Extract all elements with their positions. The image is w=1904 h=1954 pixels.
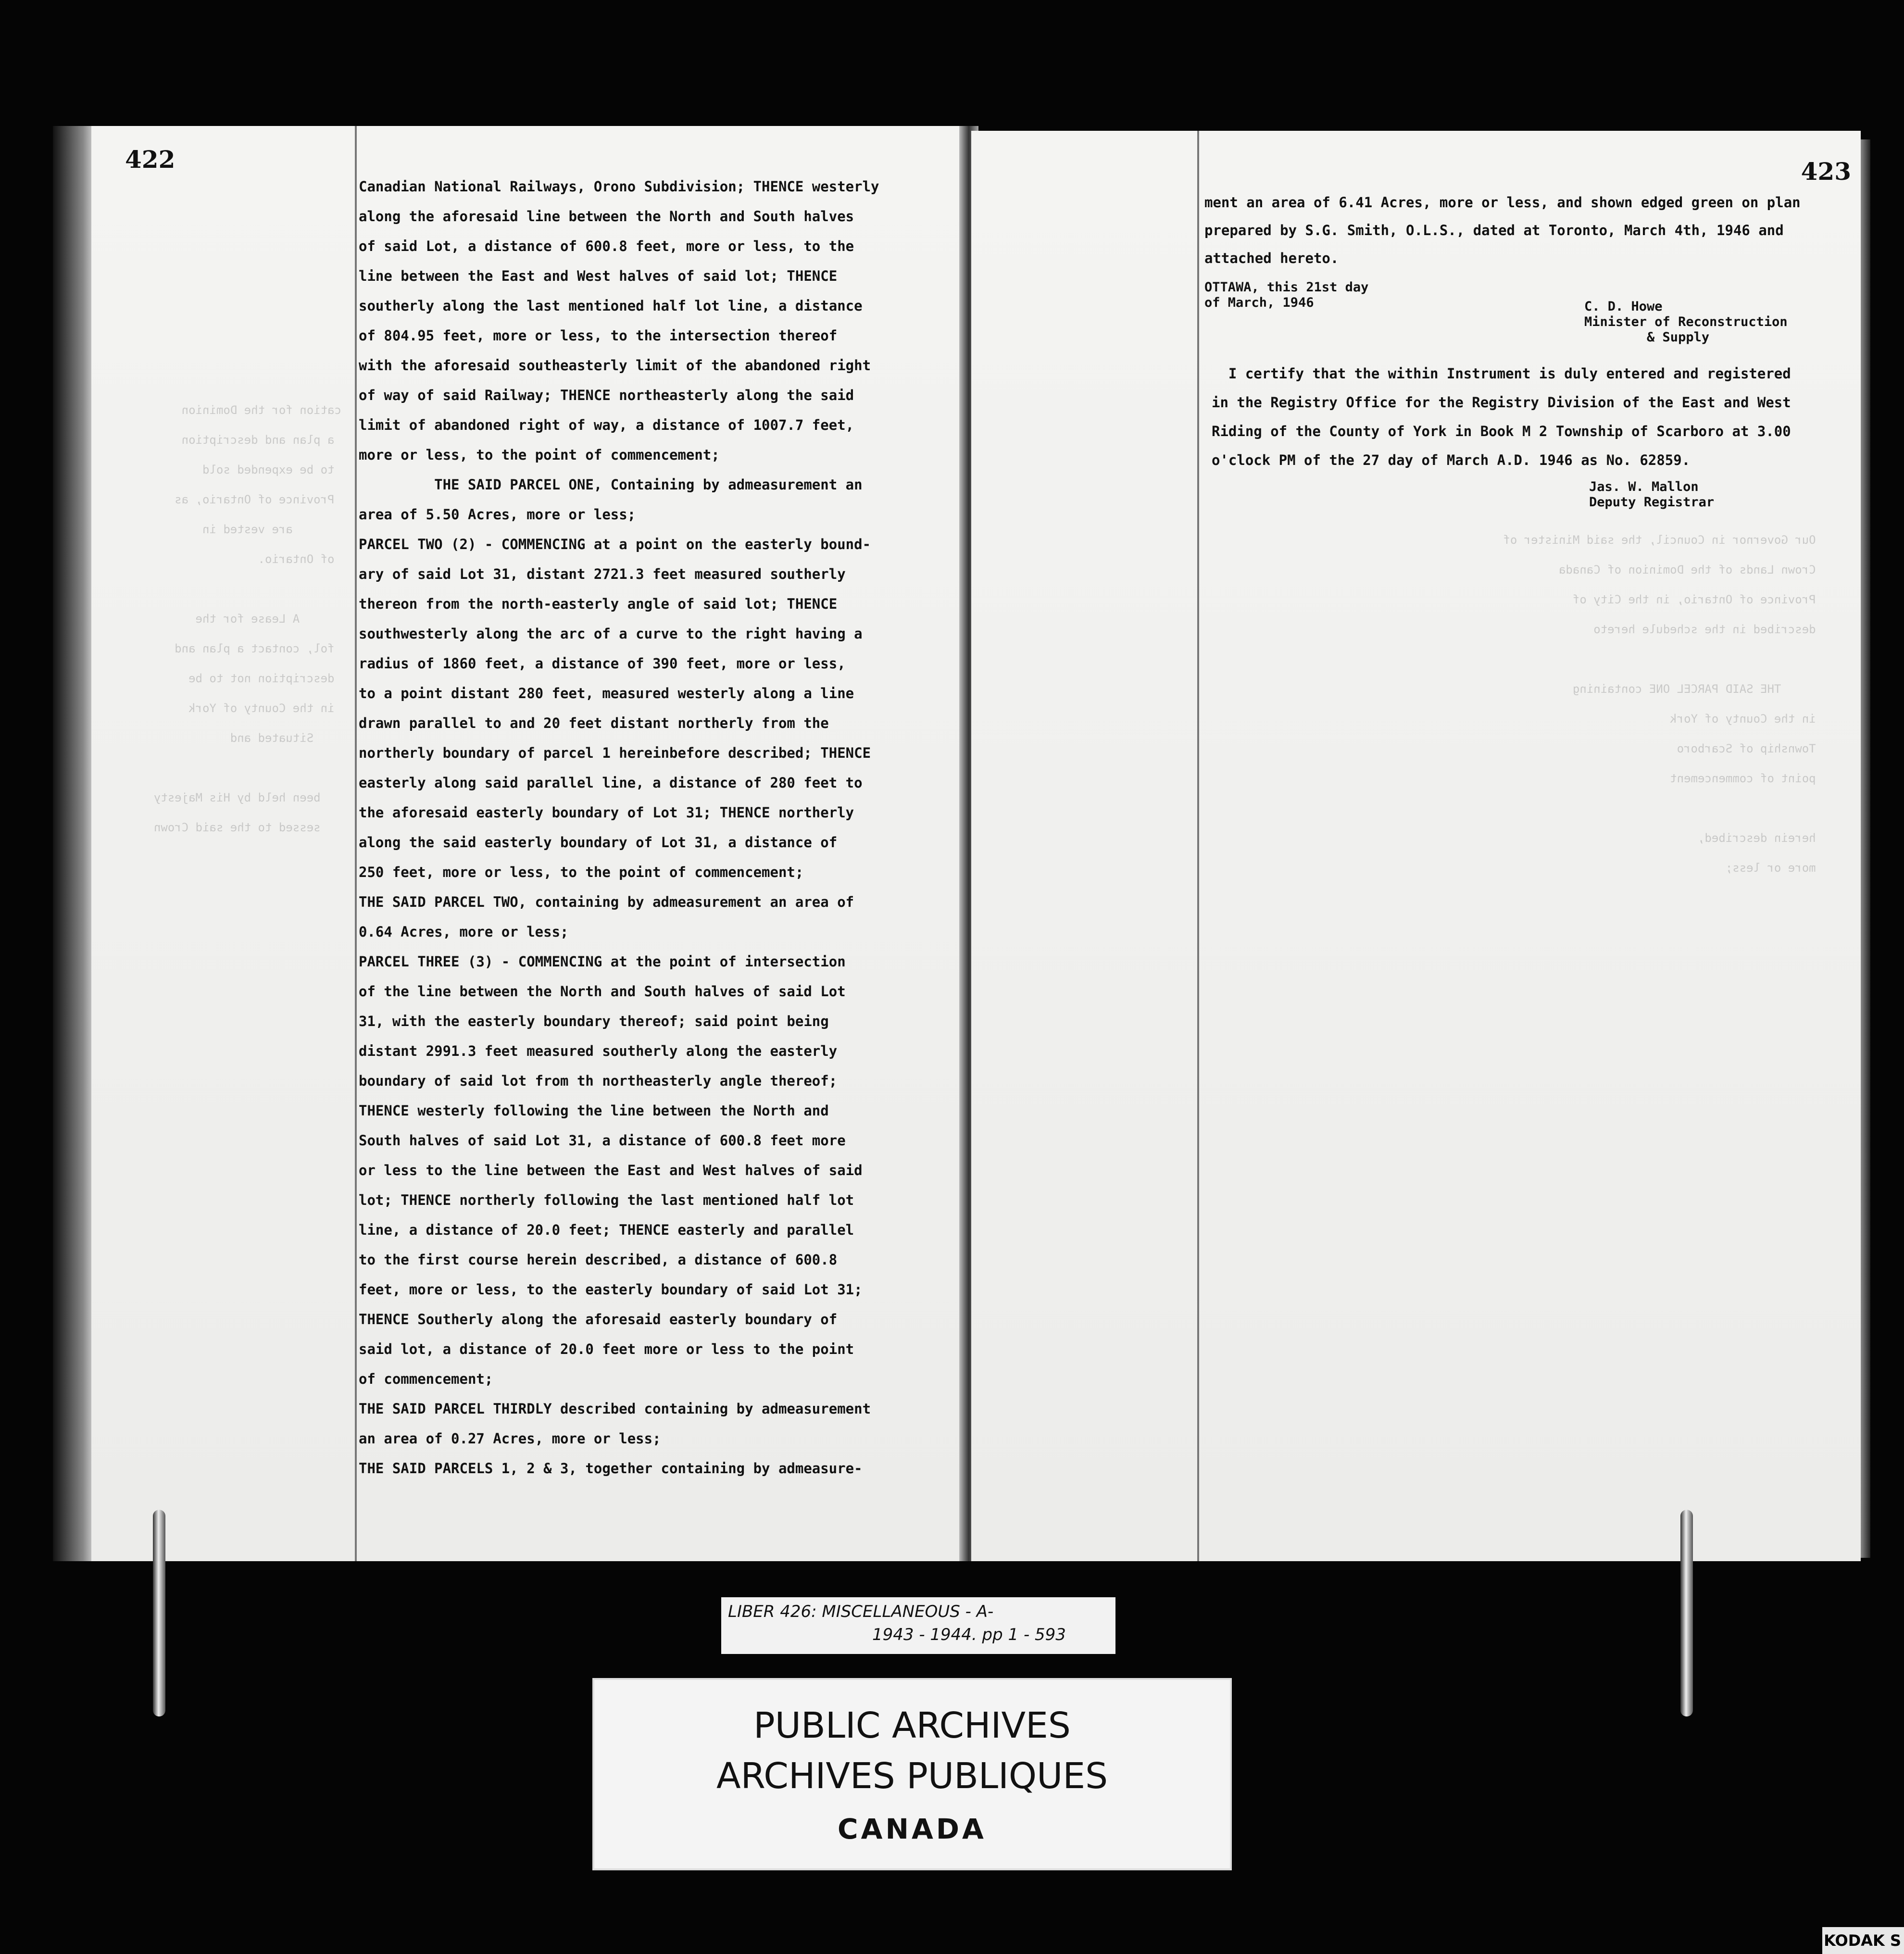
text-line: to the first course herein described, a distance of 600.8 bbox=[359, 1252, 838, 1268]
left-page-body bbox=[359, 172, 879, 1483]
text-line: 31, with the easterly boundary thereof; said point being bbox=[359, 1013, 829, 1029]
text-line: lot; THENCE northerly following the last mentioned half lot bbox=[359, 1192, 854, 1208]
text-line: line, a distance of 20.0 feet; THENCE easterly and parallel bbox=[359, 1222, 854, 1238]
right-margin-rule bbox=[1197, 131, 1199, 1561]
text-line: thereon from the north-easterly angle of said lot; THENCE bbox=[359, 596, 838, 612]
text-line: THE SAID PARCEL ONE, Containing by admeasurement an bbox=[359, 476, 863, 493]
left-page bbox=[91, 126, 966, 1561]
book-clip-right bbox=[1680, 1510, 1693, 1716]
text-line: 250 feet, more or less, to the point of commencement; bbox=[359, 864, 804, 880]
text-line: along the aforesaid line between the North and South halves bbox=[359, 208, 854, 225]
text-line: ary of said Lot 31, distant 2721.3 feet measured southerly bbox=[359, 566, 846, 582]
signatory: C. D. Howe Minister of Reconstruction & Supply bbox=[1584, 299, 1788, 345]
text-line: or less to the line between the East and West halves of said bbox=[359, 1162, 863, 1178]
text-line: radius of 1860 feet, a distance of 390 feet, more or less, bbox=[359, 655, 846, 672]
text-line: THE SAID PARCEL TWO, containing by admeasurement an area of bbox=[359, 894, 854, 910]
text-line: feet, more or less, to the easterly boundary of said Lot 31; bbox=[359, 1281, 863, 1298]
text-line: along the said easterly boundary of Lot 31, a distance of bbox=[359, 834, 838, 851]
text-line: THENCE westerly following the line between the North and bbox=[359, 1102, 829, 1119]
text-line: of said Lot, a distance of 600.8 feet, more or less, to the bbox=[359, 238, 854, 254]
registrar-signature: Jas. W. Mallon Deputy Registrar bbox=[1589, 479, 1715, 510]
text-line: with the aforesaid southeasterly limit of the abandoned right bbox=[359, 357, 871, 374]
place-date: OTTAWA, this 21st day of March, 1946 bbox=[1204, 280, 1369, 310]
film-edge-marking: KODAK S bbox=[1822, 1927, 1904, 1954]
text-line: of 804.95 feet, more or less, to the intersection thereof bbox=[359, 327, 838, 344]
public-archives-card bbox=[592, 1678, 1232, 1870]
text-line: in the Registry Office for the Registry Division of the East and West bbox=[1212, 394, 1791, 411]
text-line: THENCE Southerly along the aforesaid easterly boundary of bbox=[359, 1311, 838, 1328]
text-line: ment an area of 6.41 Acres, more or less, and shown edged green on plan bbox=[1204, 194, 1801, 211]
left-page-number: 422 bbox=[125, 145, 175, 174]
text-line: area of 5.50 Acres, more or less; bbox=[359, 506, 636, 523]
right-page-number: 423 bbox=[1801, 157, 1851, 186]
text-line: easterly along said parallel line, a distance of 280 feet to bbox=[359, 775, 863, 791]
book-clip-left bbox=[153, 1510, 165, 1716]
liber-label bbox=[721, 1597, 1115, 1654]
text-line: Canadian National Railways, Orono Subdivision; THENCE westerly bbox=[359, 178, 879, 195]
text-line: drawn parallel to and 20 feet distant northerly from the bbox=[359, 715, 829, 731]
text-line: southerly along the last mentioned half lot line, a distance bbox=[359, 298, 863, 314]
text-line: PARCEL TWO (2) - COMMENCING at a point on the easterly bound- bbox=[359, 536, 871, 552]
text-line: an area of 0.27 Acres, more or less; bbox=[359, 1430, 661, 1447]
bleed-through-text: Our Governor in Council, the said Minister of Crown Lands of the Dominion of Canada Province of Ontario, in the City of described in the schedule hereto THE SAID PARCEL ONE containing in the County of York Township of Scarboro point of commencement herein described, more or less; bbox=[1503, 533, 1816, 875]
text-line: South halves of said Lot 31, a distance of 600.8 feet more bbox=[359, 1132, 846, 1149]
text-line: o'clock PM of the 27 day of March A.D. 1946 as No. 62859. bbox=[1212, 452, 1691, 468]
text-line: distant 2991.3 feet measured southerly along the easterly bbox=[359, 1043, 838, 1059]
text-line: Riding of the County of York in Book M 2 Township of Scarboro at 3.00 bbox=[1212, 423, 1791, 439]
text-line: of way of said Railway; THENCE northeasterly along the said bbox=[359, 387, 854, 403]
text-line: to a point distant 280 feet, measured westerly along a line bbox=[359, 685, 854, 701]
text-line: PARCEL THREE (3) - COMMENCING at the point of intersection bbox=[359, 953, 846, 970]
liber-label-line2: 1943 - 1944. pp 1 - 593 bbox=[872, 1625, 1066, 1644]
right-page bbox=[971, 131, 1861, 1561]
text-line: the aforesaid easterly boundary of Lot 31; THENCE northerly bbox=[359, 804, 854, 821]
text-line: line between the East and West halves of said lot; THENCE bbox=[359, 268, 838, 284]
left-margin-rule bbox=[355, 126, 357, 1561]
text-line: I certify that the within Instrument is duly entered and registered bbox=[1212, 365, 1791, 382]
left-page-edge bbox=[53, 126, 96, 1561]
archives-line-country: CANADA bbox=[838, 1813, 987, 1845]
archives-line-french: ARCHIVES PUBLIQUES bbox=[716, 1755, 1108, 1797]
text-line: prepared by S.G. Smith, O.L.S., dated at Toronto, March 4th, 1946 and bbox=[1204, 222, 1784, 238]
text-line: said lot, a distance of 20.0 feet more or less to the point bbox=[359, 1341, 854, 1357]
text-line: limit of abandoned right of way, a distance of 1007.7 feet, bbox=[359, 417, 854, 433]
right-page-body bbox=[1204, 188, 1801, 272]
text-line: THE SAID PARCELS 1, 2 & 3, together containing by admeasure- bbox=[359, 1460, 863, 1477]
text-line: boundary of said lot from th northeasterly angle thereof; bbox=[359, 1073, 838, 1089]
liber-label-line1: LIBER 426: MISCELLANEOUS - A- bbox=[728, 1602, 994, 1621]
archives-line-english: PUBLIC ARCHIVES bbox=[753, 1705, 1071, 1746]
registration-certificate bbox=[1212, 359, 1791, 475]
text-line: THE SAID PARCEL THIRDLY described containing by admeasurement bbox=[359, 1401, 871, 1417]
text-line: more or less, to the point of commencement; bbox=[359, 447, 720, 463]
text-line: 0.64 Acres, more or less; bbox=[359, 924, 569, 940]
text-line: of commencement; bbox=[359, 1371, 493, 1387]
bleed-through-text: cation for the Dominion a plan and description to be expended sold Province of Ontario, as are vested in of Ontario. A Lease for the fol, contact a plan and description not to be in the County of York Situated and been held by His Majesty sessed to the said Crown bbox=[153, 403, 341, 834]
text-line: southwesterly along the arc of a curve to the right having a bbox=[359, 626, 863, 642]
text-line: attached hereto. bbox=[1204, 250, 1339, 266]
text-line: of the line between the North and South halves of said Lot bbox=[359, 983, 846, 1000]
text-line: northerly boundary of parcel 1 hereinbefore described; THENCE bbox=[359, 745, 871, 761]
